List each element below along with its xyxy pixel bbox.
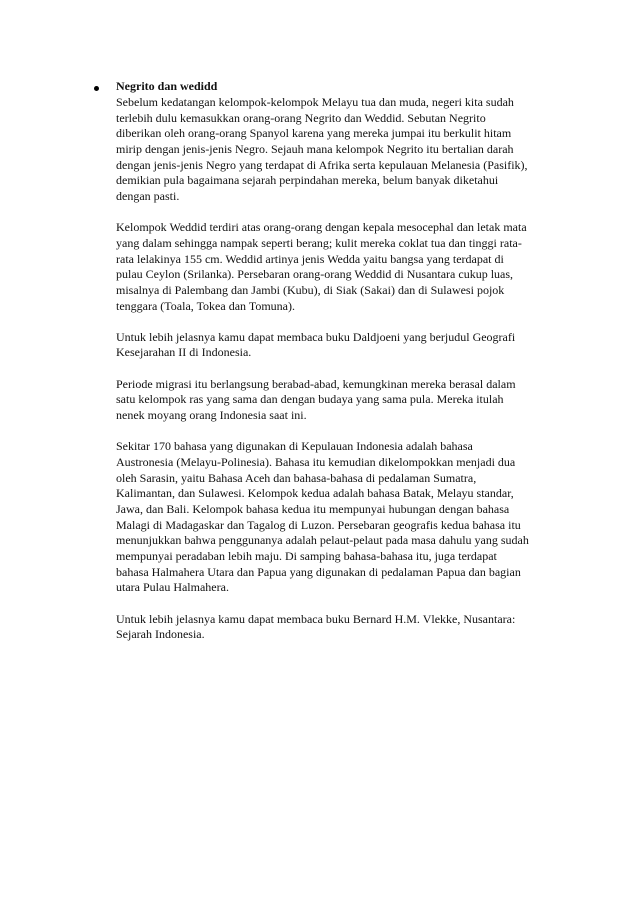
paragraph [116,330,566,361]
paragraph-line: pulau Ceylon (Srilanka). Persebaran orang-orang Weddid di Nusantara cukup luas, [116,267,514,282]
paragraph-line: dengan jenis-jenis Negro yang terdapat di Afrika serta kepulauan Melanesia (Pasifik), [116,157,528,172]
paragraph-line: yang dalam sehingga nampak seperti berang; kulit mereka coklat tua dan tinggi rata- [116,235,522,250]
paragraph-line: Kalimantan, dan Sulawesi. Kelompok kedua adalah bahasa Batak, Melayu standar, [116,486,514,501]
paragraph-line: Sekitar 170 bahasa yang digunakan di Kepulauan Indonesia adalah bahasa [116,439,473,454]
paragraph-line: satu kelompok ras yang sama dan dengan budaya yang sama pula. Mereka itulah [116,392,504,407]
paragraph-line: Untuk lebih jelasnya kamu dapat membaca buku Daldjoeni yang berjudul Geografi [116,329,516,344]
paragraph-spacer [116,596,566,612]
paragraph-line: menunjukkan bahwa penggunanya adalah pelaut-pelaut pada masa dahulu yang sudah [116,533,529,548]
paragraph-line: bahasa Halmahera Utara dan Papua yang digunakan di pedalaman Papua dan bagian [116,564,521,579]
paragraph [116,377,566,424]
paragraph-line: utara Pulau Halmahera. [116,580,229,595]
paragraph-line: dengan pasti. [116,188,180,203]
paragraph-line: rata lelakinya 155 cm. Weddid artinya jenis Wedda yaitu bangsa yang terdapat di [116,251,504,266]
paragraph-line: mempunyai peradaban lebih maju. Di samping bahasa-bahasa itu, juga terdapat [116,548,497,563]
paragraph-line: Austronesia (Melayu-Polinesia). Bahasa itu kemudian dikelompokkan menjadi dua [116,455,516,470]
paragraph-line: diberikan oleh orang-orang Spanyol karena yang mereka jumpai itu berkulit hitam [116,126,512,141]
paragraph-line: Kesejarahan II di Indonesia. [116,345,252,360]
paragraph-line: terlebih dulu kemasukkan orang-orang Negrito dan Weddid. Sebutan Negrito [116,110,486,125]
paragraph-line: Kelompok Weddid terdiri atas orang-orang dengan kepala mesocephal dan letak mata [116,220,527,235]
paragraph-line: Periode migrasi itu berlangsung berabad-abad, kemungkinan mereka berasal dalam [116,376,516,391]
paragraph-spacer [116,361,566,377]
section-content [116,78,566,643]
bullet-marker-icon [94,86,99,91]
paragraph-line: Untuk lebih jelasnya kamu dapat membaca buku Bernard H.M. Vlekke, Nusantara: [116,611,516,626]
paragraph-line: misalnya di Palembang dan Jambi (Kubu), di Siak (Sakai) dan di Sulawesi pojok [116,282,505,297]
paragraph-spacer [116,314,566,330]
paragraph-line: oleh Sarasin, yaitu Bahasa Aceh dan bahasa-bahasa di pedalaman Sumatra, [116,470,477,485]
paragraph-line: Malagi di Madagaskar dan Tagalog di Luzon. Persebaran geografis kedua bahasa itu [116,517,521,532]
paragraph-line: Jawa, dan Bali. Kelompok bahasa kedua itu mempunyai hubungan dengan bahasa [116,502,510,516]
section-heading: Negrito dan wedidd [116,79,218,93]
paragraph-line: demikian pula bagaimana sejarah perpindahan mereka, belum banyak diketahui [116,173,499,188]
paragraph-line: tenggara (Toala, Tokea dan Tomuna). [116,298,295,313]
paragraph-line: mirip dengan jenis-jenis Negro. Sejauh mana kelompok Negrito itu bertalian darah [116,141,514,156]
paragraph [116,439,566,596]
paragraph-line: nenek moyang orang Indonesia saat ini. [116,408,307,423]
paragraph [116,612,566,643]
paragraph-spacer [116,205,566,221]
paragraph [116,220,566,314]
paragraph-container [116,95,566,643]
paragraph-spacer [116,424,566,440]
paragraph-line: Sejarah Indonesia. [116,627,205,642]
paragraph-line: Sebelum kedatangan kelompok-kelompok Melayu tua dan muda, negeri kita sudah [116,95,514,109]
paragraph [116,95,566,205]
